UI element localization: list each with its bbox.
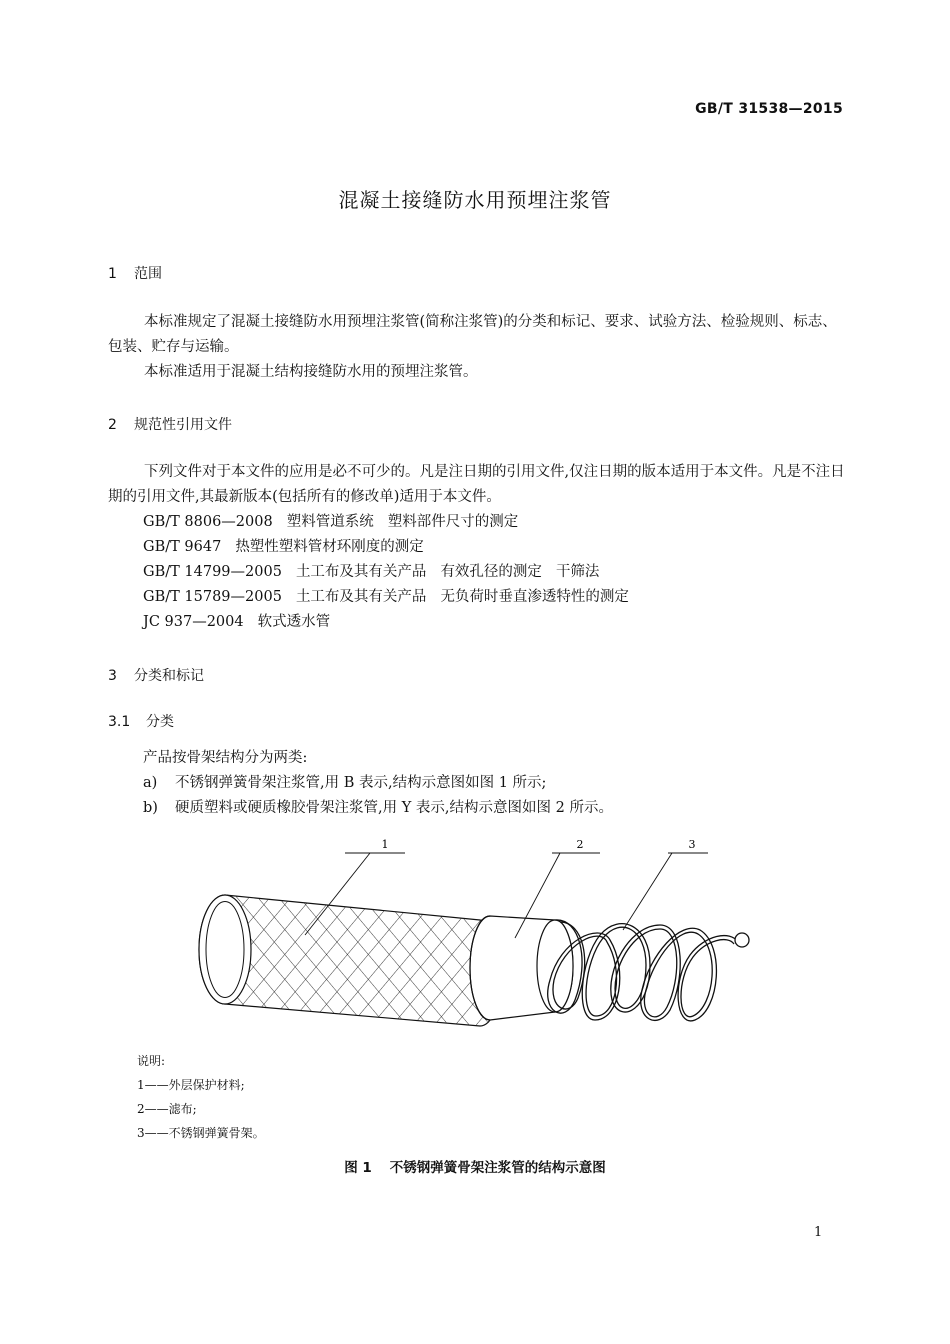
list-marker: b): [143, 800, 158, 816]
steel-spring: [548, 920, 749, 1021]
section-1-paragraph: 本标准规定了混凝土接缝防水用预埋注浆管(简称注浆管)的分类和标记、要求、试验方法、检验规则、标志、包装、贮存与运输。: [108, 314, 837, 355]
figure-label: 2: [576, 838, 584, 851]
section-3-heading: [108, 665, 204, 685]
legend-item: 3——不锈钢弹簧骨架。: [137, 1126, 265, 1140]
reference-subtitle: 干筛法: [555, 564, 600, 580]
reference-subtitle: 塑料部件尺寸的测定: [387, 514, 519, 530]
figure-1-diagram: [180, 830, 780, 1040]
classification-intro: 产品按骨架结构分为两类:: [143, 750, 308, 766]
legend-item: 1——外层保护材料;: [137, 1078, 245, 1092]
legend-title: 说明:: [137, 1054, 166, 1068]
section-number: 3.1: [108, 714, 131, 730]
document-title: 混凝土接缝防水用预埋注浆管: [338, 188, 612, 212]
section-1-paragraph: 本标准适用于混凝土结构接缝防水用的预埋注浆管。: [144, 364, 478, 380]
section-title: 分类和标记: [134, 668, 204, 684]
section-title: 分类: [146, 714, 174, 730]
reference-code: GB/T 8806—2008: [143, 514, 273, 530]
reference-title: 热塑性塑料管材环刚度的测定: [235, 539, 424, 555]
reference-title: 土工布及其有关产品: [295, 564, 427, 580]
reference-code: GB/T 15789—2005: [143, 589, 282, 605]
section-title: 范围: [134, 266, 162, 282]
reference-subtitle: 有效孔径的测定: [440, 564, 542, 580]
list-item: [143, 771, 546, 796]
section-2-paragraph: 下列文件对于本文件的应用是必不可少的。凡是注日期的引用文件,仅注日期的版本适用于本文件。凡是不注日期的引用文件,其最新版本(包括所有的修改单)适用于本文件。: [108, 464, 845, 505]
page-number: 1: [814, 1225, 823, 1240]
outer-protective-layer: [180, 870, 520, 1040]
reference-item: [143, 560, 599, 585]
reference-item: [143, 610, 330, 635]
list-item: [143, 796, 613, 821]
list-text: 硬质塑料或硬质橡胶骨架注浆管,用 Y 表示,结构示意图如图 2 所示。: [175, 800, 613, 816]
list-text: 不锈钢弹簧骨架注浆管,用 B 表示,结构示意图如图 1 所示;: [175, 775, 547, 791]
legend-item: 2——滤布;: [137, 1102, 197, 1116]
reference-title: 软式透水管: [257, 614, 331, 630]
reference-code: GB/T 9647: [143, 539, 222, 555]
section-1-heading: [108, 263, 162, 283]
figure-caption-number: 图 1: [344, 1160, 372, 1176]
reference-subtitle: 无负荷时垂直渗透特性的测定: [440, 589, 629, 605]
reference-code: GB/T 14799—2005: [143, 564, 282, 580]
standard-code: GB/T 31538—2015: [695, 101, 843, 117]
reference-code: JC 937—2004: [143, 614, 244, 630]
list-marker: a): [143, 775, 158, 791]
reference-item: [143, 535, 424, 560]
section-title: 规范性引用文件: [134, 417, 232, 433]
reference-item: [143, 585, 629, 610]
figure-label: 1: [381, 838, 389, 851]
reference-item: [143, 510, 518, 535]
section-2-heading: [108, 414, 232, 434]
section-number: 2: [108, 417, 117, 433]
figure-label: 3: [688, 838, 696, 851]
figure-caption-text: 不锈钢弹簧骨架注浆管的结构示意图: [389, 1160, 606, 1176]
section-number: 1: [108, 266, 117, 282]
reference-title: 塑料管道系统: [286, 514, 374, 530]
section-3-1-heading: [108, 711, 174, 731]
reference-title: 土工布及其有关产品: [295, 589, 427, 605]
section-number: 3: [108, 668, 117, 684]
figure-caption: [0, 1156, 950, 1176]
